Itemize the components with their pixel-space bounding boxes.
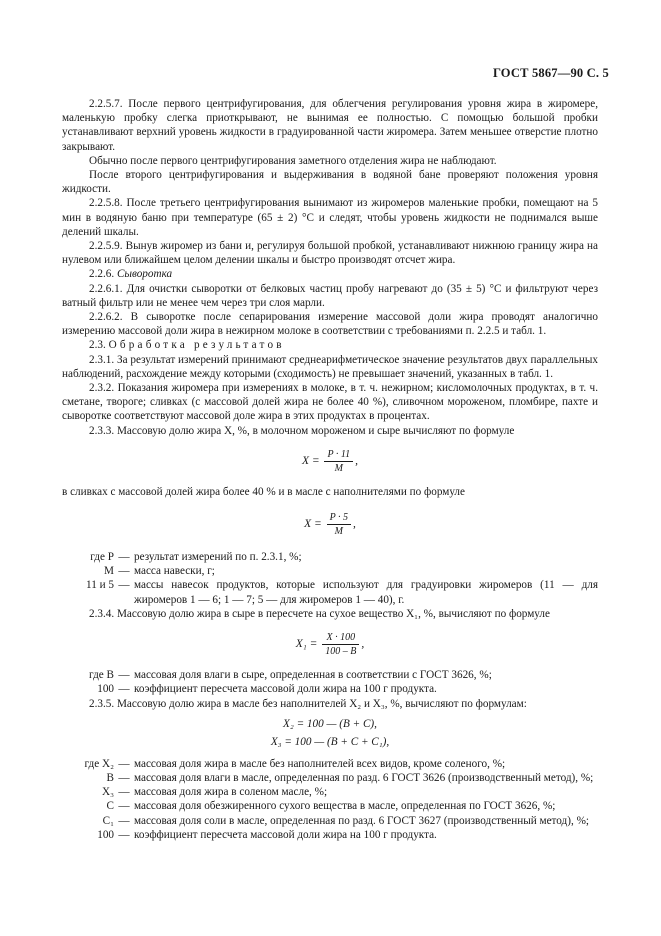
legend-item: где P — результат измерений по п. 2.3.1, %; [90, 551, 302, 564]
section-heading-2-3 [62, 338, 598, 352]
legend-item: X₃ — массовая доля жира в соленом масле, %; [102, 786, 328, 799]
paragraph-2-3-1: 2.3.1. За результат измерений принимают среднеарифметическое значение результатов двух параллельных наблюдений, расхождение между которыми (сходимость) не превышает значений, указанных в табл. 1. [62, 353, 598, 380]
paragraph-2-3-4: 2.3.4. Массовую долю жира в сыре в пересчете на сухое вещество X₁, %, вычисляют по формуле [89, 607, 550, 620]
legend-item: 11 и 5 — массы навесок продуктов, которые используют для градуировки жиромеров (11 — для жиромеров 1 — 6; 1 — 7; 5 — для жиромеров 1 — 40), г. [86, 579, 598, 606]
document-body [62, 97, 598, 842]
paragraph-2-2-5-9: 2.2.5.9. Вынув жиромер из бани и, регулируя большой пробкой, устанавливают нижнюю границу жира на нулевом или ближайшем целом делении шкалы и быстро производят отсчет жира. [62, 240, 598, 267]
formula-1: X = $\frac{P \cdot 11}{M}$ , [301, 448, 359, 474]
legend-item: C₁ — массовая доля соли в масле, определенная по разд. 6 ГОСТ 3627 (производственный метод), %; [102, 814, 589, 827]
paragraph-2-2-5-8: 2.2.5.8. После третьего центрифугирования вынимают из жиромеров маленькие пробки, помещают на 5 мин в водяную баню при температуре (65 ± 2) °С и следят, чтобы уровень жидкости не поднимался выше делений шкалы. [62, 197, 598, 238]
legend-list-2 [62, 668, 598, 696]
paragraph-note: Обычно после первого центрифугирования заметного отделения жира не наблюдают. [89, 154, 497, 167]
paragraph-2-2-6-1: 2.2.6.1. Для очистки сыворотки от белковых частиц пробу нагревают до (35 ± 5) °С и фильтруют через ватный фильтр или не менее чем через три слоя марли. [62, 282, 598, 309]
formula-5: X₃ = 100 — (B + C + C₁), [270, 735, 390, 748]
paragraph-2-3-2: 2.3.2. Показания жиромера при измерениях в молоке, в т. ч. нежирном; кисломолочных продуктах, в т. ч. сметане, твороге; сливках (с массовой долей жира не более 40 %), сливочном мороженом, пломбире, пахте и сыворотке соответствуют массовой доле жира в этих продуктах в процентах. [62, 382, 598, 423]
fraction: $\frac{P \cdot 11}{M}$ [324, 448, 353, 475]
paragraph-2-2-5-7: 2.2.5.7. После первого центрифугирования, для облегчения регулирования уровня жира в жиромере, маленькую пробку слегка приоткрывают, не вынимая ее полностью. С помощью большой пробки устанавливают верхний уровень жидкости в градуированной части жиромера. Затем меньшее отверстие плотно закрывают. [62, 98, 598, 153]
section-heading-2-2-6 [62, 267, 598, 281]
section-number: 2.2.6. [89, 268, 115, 281]
legend-list-3 [62, 757, 598, 842]
legend-item: где B — массовая доля влаги в сыре, определенная в соответствии с ГОСТ 3626, %; [89, 669, 492, 682]
legend-list-1 [62, 550, 598, 607]
legend-item: где X₂ — массовая доля жира в масле без наполнителей всех видов, кроме соленого, %; [84, 757, 506, 770]
section-title: Обработка результатов [108, 339, 285, 352]
legend-item: C — массовая доля обезжиренного сухого вещества в масле, определенная по ГОСТ 3626, %; [106, 800, 556, 813]
fraction: $\frac{X \cdot 100}{100 - B}$ [322, 631, 359, 658]
legend-item: B — массовая доля влаги в масле, определенная по разд. 6 ГОСТ 3626 (производственный метод), %; [106, 771, 594, 784]
paragraph-2-3-3: 2.3.3. Массовую долю жира X, %, в молочном мороженом и сыре вычисляют по формуле [89, 424, 515, 437]
page-header: ГОСТ 5867—90 С. 5 [492, 66, 609, 80]
paragraph-cream-butter: в сливках с массовой долей жира более 40 % и в масле с наполнителями по формуле [62, 485, 465, 498]
paragraph-2-3-5: 2.3.5. Массовую долю жира в масле без наполнителей X₂ и X₃, %, вычисляют по формулам: [89, 697, 527, 710]
paragraph-2-2-6-2: 2.2.6.2. В сыворотке после сепарирования измерение массовой доли жира проводят аналогично измерению массовой доли жира в нежирном молоке в соответствии с требованиями п. 2.2.5 и табл. 1. [62, 311, 598, 338]
legend-item: M — масса навески, г; [104, 565, 215, 578]
legend-item: 100 — коэффициент пересчета массовой доли жира на 100 г продукта. [97, 828, 437, 841]
legend-item: 100 — коэффициент пересчета массовой доли жира на 100 г продукта. [97, 683, 437, 696]
section-number: 2.3. [89, 339, 106, 352]
paragraph-second-centrifuge: После второго центрифугирования и выдерживания в водяной бане проверяют положения уровня жидкости. [62, 169, 598, 196]
formula-2: X = $\frac{P \cdot 5}{M}$ , [304, 512, 356, 538]
fraction: $\frac{P \cdot 5}{M}$ [327, 511, 351, 538]
formula-3: X₁ = $\frac{X \cdot 100}{100 - B}$ , [295, 632, 365, 658]
formula-group-4-5 [62, 715, 598, 751]
formula-4: X₂ = 100 — (B + C), [283, 717, 377, 730]
section-title: Сыворотка [116, 268, 173, 281]
